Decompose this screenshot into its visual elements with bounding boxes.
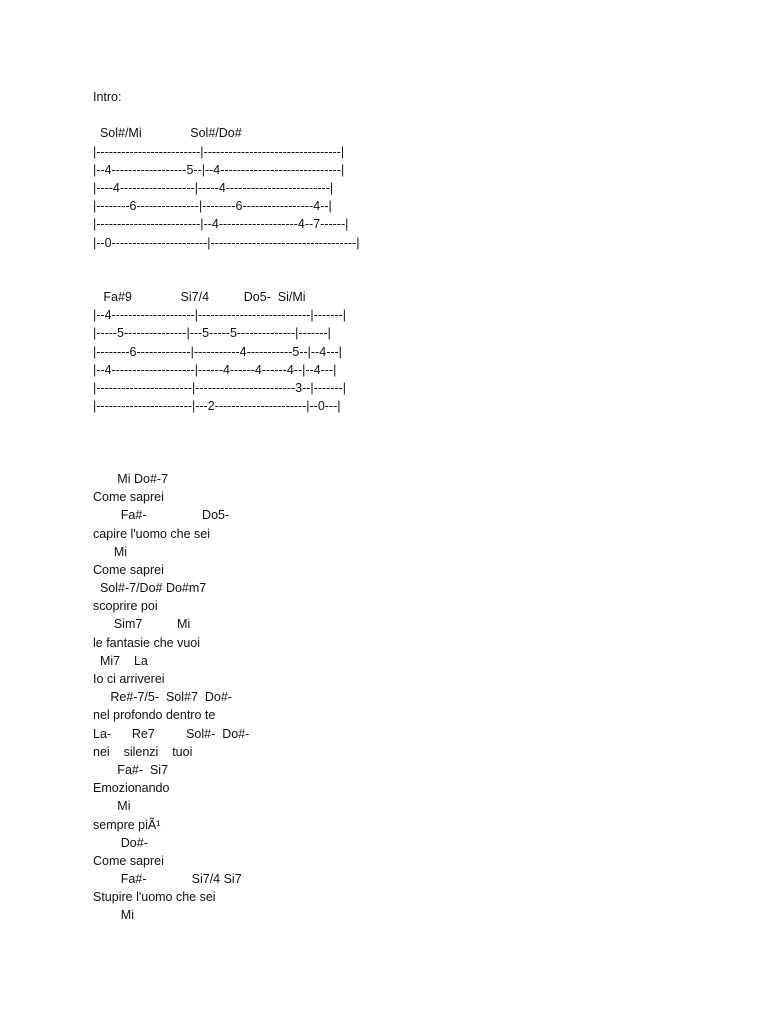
chord-line: Sim7 Mi	[93, 617, 191, 632]
tab-string-line: |-------------------------|--4-------------------4--7------|	[93, 217, 349, 232]
lyric-line: le fantasie che vuoi	[93, 635, 201, 650]
chord-line: Fa#- Do5-	[93, 508, 230, 523]
lyric-line: Stupire l'uomo che sei	[93, 890, 216, 905]
spacer	[93, 415, 753, 433]
lyric-line: Come saprei	[93, 490, 164, 505]
chord-line: Mi	[93, 799, 131, 814]
tab-string-line: |--4------------------5--|--4-----------------------------|	[93, 162, 345, 177]
chord-line: Sol#-7/Do# Do#m7	[93, 581, 207, 596]
tab-string-line: |--4--------------------|---------------------------|-------|	[93, 308, 347, 323]
tab-block-1	[93, 124, 753, 251]
chord-line: Mi7 La	[93, 653, 148, 668]
spacer	[93, 434, 753, 452]
chord-line: Mi	[93, 908, 134, 923]
tab-string-line: |--------6-------------|-----------4-----------5--|--4---|	[93, 344, 342, 359]
tab-block-2	[93, 288, 753, 415]
lyric-line: scoprire poi	[93, 599, 158, 614]
tab-string-line: |-----5---------------|---5-----5--------------|-------|	[93, 326, 331, 341]
tab-chord-line: Fa#9 Si7/4 Do5- Si/Mi	[93, 290, 306, 305]
chord-line: Fa#- Si7	[93, 762, 169, 777]
tab-string-line: |-----------------------|---2----------------------|--0---|	[93, 399, 341, 414]
spacer	[93, 270, 753, 288]
chord-line: Mi Do#-7	[93, 471, 169, 486]
spacer	[93, 106, 753, 124]
lyric-line: nel profondo dentro te	[93, 708, 216, 723]
tab-string-line: |-----------------------|------------------------3--|-------|	[93, 381, 347, 395]
lyric-line: Emozionando	[93, 781, 170, 796]
chord-line: Mi	[93, 544, 128, 559]
tab-string-line: |-------------------------|---------------------------------|	[93, 144, 345, 159]
lyric-line: capire l'uomo che sei	[93, 526, 211, 541]
chord-line: Do#-	[93, 835, 148, 850]
chord-line: Fa#- Si7/4 Si7	[93, 872, 242, 887]
lyric-line: Come saprei	[93, 562, 164, 577]
lyric-line: sempre piÃ¹	[93, 817, 161, 832]
lyric-line: Come saprei	[93, 853, 164, 868]
intro-label: Intro:	[93, 90, 122, 104]
tab-string-line: |----4------------------|-----4-------------------------|	[93, 180, 334, 195]
tab-string-line: |--------6---------------|--------6-----------------4--|	[93, 199, 332, 214]
spacer	[93, 452, 753, 470]
chord-line: La- Re7 Sol#- Do#-	[93, 726, 250, 741]
chord-sheet	[93, 88, 753, 925]
chord-line: Re#-7/5- Sol#7 Do#-	[93, 690, 232, 705]
tab-string-line: |--0-----------------------|-----------------------------------|	[93, 235, 360, 250]
spacer	[93, 252, 753, 270]
lyric-line: Io ci arriverei	[93, 672, 165, 686]
tab-chord-line: Sol#/Mi Sol#/Do#	[93, 126, 242, 141]
lyric-line: nei silenzi tuoi	[93, 744, 193, 759]
song-lyrics	[93, 470, 753, 925]
tab-string-line: |--4--------------------|------4------4------4--|--4---|	[93, 362, 337, 377]
